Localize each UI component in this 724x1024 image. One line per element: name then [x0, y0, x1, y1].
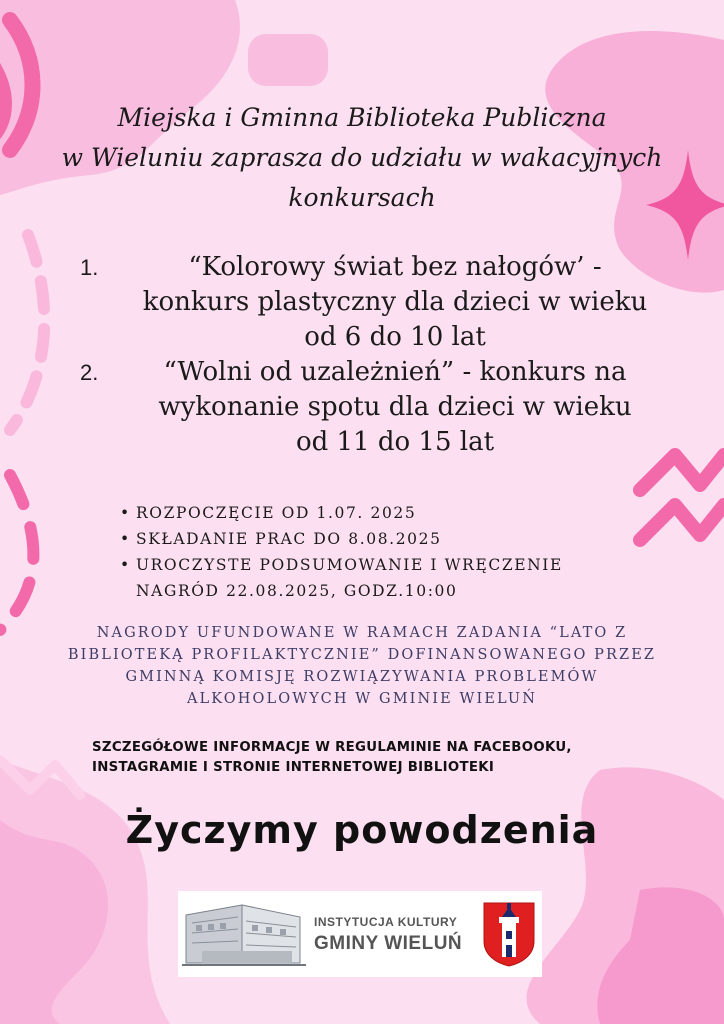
contest-line: konkurs plastyczny dla dzieci w wieku [142, 287, 648, 317]
info-line: INSTAGRAMIE I STRONIE INTERNETOWEJ BIBLIOTEKI [92, 760, 495, 775]
date-item [118, 552, 638, 604]
contest-line: od 11 do 15 lat [295, 427, 495, 457]
logo-line-1: INSTYTUCJA KULTURY [314, 915, 458, 929]
funding-line: GMINNĄ KOMISJĘ ROZWIĄZYWANIA PROBLEMÓW [125, 669, 599, 685]
contest-number: 2. [80, 360, 99, 385]
date-line: • SKŁADANIE PRAC DO 8.08.2025 [136, 530, 442, 548]
funding-line: BIBLIOTEKĄ PROFILAKTYCZNIE” DOFINANSOWANEGO PRZEZ [67, 647, 657, 663]
contest-number: 1. [80, 255, 99, 280]
intro-line: w Wieluniu zaprasza do udziału w wakacyjnych [61, 143, 663, 172]
funding-line: NAGRODY UFUNDOWANE W RAMACH ZADANIA “LATO Z [96, 625, 628, 641]
date-line: • UROCZYSTE PODSUMOWANIE I WRĘCZENIE [136, 556, 563, 574]
logo-text [314, 915, 474, 955]
building-icon [182, 897, 306, 971]
date-line: • ROZPOCZĘCIE OD 1.07. 2025 [136, 504, 417, 522]
contest-line: od 6 do 10 lat [304, 322, 486, 352]
institution-logo [178, 891, 542, 977]
date-item [118, 500, 638, 526]
funding-line: ALKOHOLOWYCH W GMINIE WIELUŃ [186, 691, 538, 707]
info-note [92, 738, 692, 778]
logo-line-2: GMINY WIELUŃ [314, 933, 463, 954]
coat-of-arms-icon [482, 901, 536, 967]
intro-line: Miejska i Gminna Biblioteka Publiczna [117, 103, 607, 132]
dates-list [118, 500, 638, 604]
contest-item [60, 250, 700, 355]
contests-list [60, 250, 700, 460]
intro-text [40, 98, 684, 218]
funding-note [30, 622, 694, 710]
intro-line: konkursach [288, 183, 436, 212]
info-line: SZCZEGÓŁOWE INFORMACJE W REGULAMINIE NA FACEBOOKU, [92, 740, 572, 755]
wish-heading: Życzymy powodzenia [125, 808, 599, 852]
contest-line: wykonanie spotu dla dzieci w wieku [158, 392, 632, 422]
date-line: NAGRÓD 22.08.2025, GODZ.10:00 [136, 582, 458, 600]
contest-line: “Wolni od uzależnień” - konkurs na [163, 357, 627, 387]
date-item [118, 526, 638, 552]
contest-item [60, 355, 700, 460]
contest-line: “Kolorowy świat bez nałogów’ - [188, 252, 602, 282]
